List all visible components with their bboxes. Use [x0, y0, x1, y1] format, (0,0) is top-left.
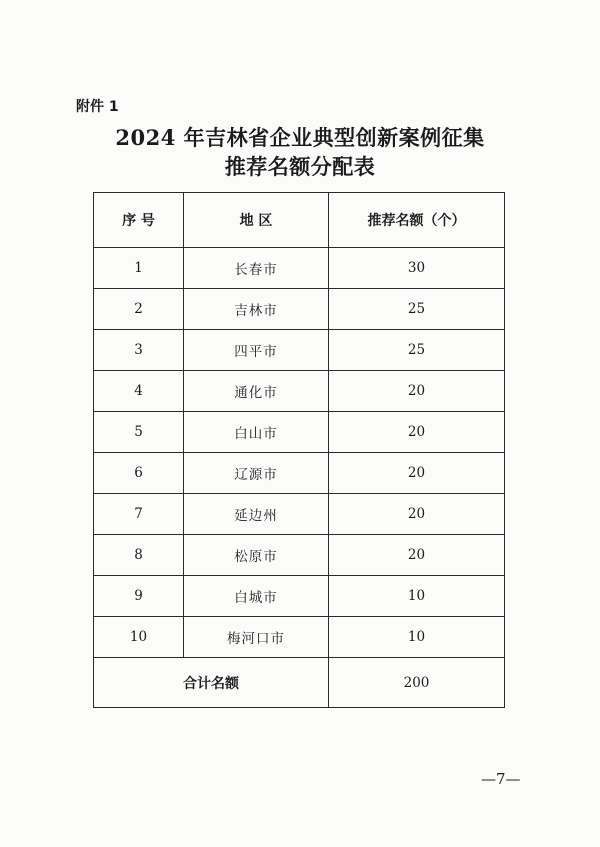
cell-quota: 10	[329, 617, 505, 658]
table-row	[94, 371, 505, 412]
total-label: 合计名额	[94, 658, 329, 708]
page-number: —7—	[481, 770, 521, 788]
cell-region: 梅河口市	[184, 617, 329, 658]
table-row	[94, 289, 505, 330]
header-quota: 推荐名额（个）	[329, 193, 505, 248]
cell-region: 四平市	[184, 330, 329, 371]
cell-quota: 20	[329, 535, 505, 576]
cell-no: 2	[94, 289, 184, 330]
cell-region: 吉林市	[184, 289, 329, 330]
cell-no: 9	[94, 576, 184, 617]
cell-no: 6	[94, 453, 184, 494]
document-title-line2: 推荐名额分配表	[224, 154, 376, 179]
cell-region: 辽源市	[184, 453, 329, 494]
cell-quota: 20	[329, 371, 505, 412]
cell-quota: 20	[329, 412, 505, 453]
total-value: 200	[329, 658, 505, 708]
quota-table	[93, 192, 505, 708]
cell-region: 通化市	[184, 371, 329, 412]
cell-region: 延边州	[184, 494, 329, 535]
cell-region: 长春市	[184, 248, 329, 289]
cell-quota: 20	[329, 494, 505, 535]
table-total-row	[94, 658, 505, 708]
cell-no: 4	[94, 371, 184, 412]
table-header-row	[94, 193, 505, 248]
header-no: 序 号	[94, 193, 184, 248]
cell-region: 白山市	[184, 412, 329, 453]
cell-quota: 30	[329, 248, 505, 289]
cell-no: 7	[94, 494, 184, 535]
cell-region: 松原市	[184, 535, 329, 576]
cell-no: 5	[94, 412, 184, 453]
table-row	[94, 453, 505, 494]
table-row	[94, 248, 505, 289]
cell-quota: 25	[329, 289, 505, 330]
table-row	[94, 494, 505, 535]
attachment-label: 附件 1	[76, 99, 119, 115]
cell-quota: 10	[329, 576, 505, 617]
table-row	[94, 412, 505, 453]
cell-no: 10	[94, 617, 184, 658]
cell-no: 1	[94, 248, 184, 289]
cell-region: 白城市	[184, 576, 329, 617]
cell-quota: 20	[329, 453, 505, 494]
document-title-line1: 2024 年吉林省企业典型创新案例征集	[115, 125, 485, 150]
table-row	[94, 535, 505, 576]
table-row	[94, 617, 505, 658]
header-region: 地 区	[184, 193, 329, 248]
table-row	[94, 330, 505, 371]
table-row	[94, 576, 505, 617]
cell-no: 3	[94, 330, 184, 371]
cell-quota: 25	[329, 330, 505, 371]
cell-no: 8	[94, 535, 184, 576]
